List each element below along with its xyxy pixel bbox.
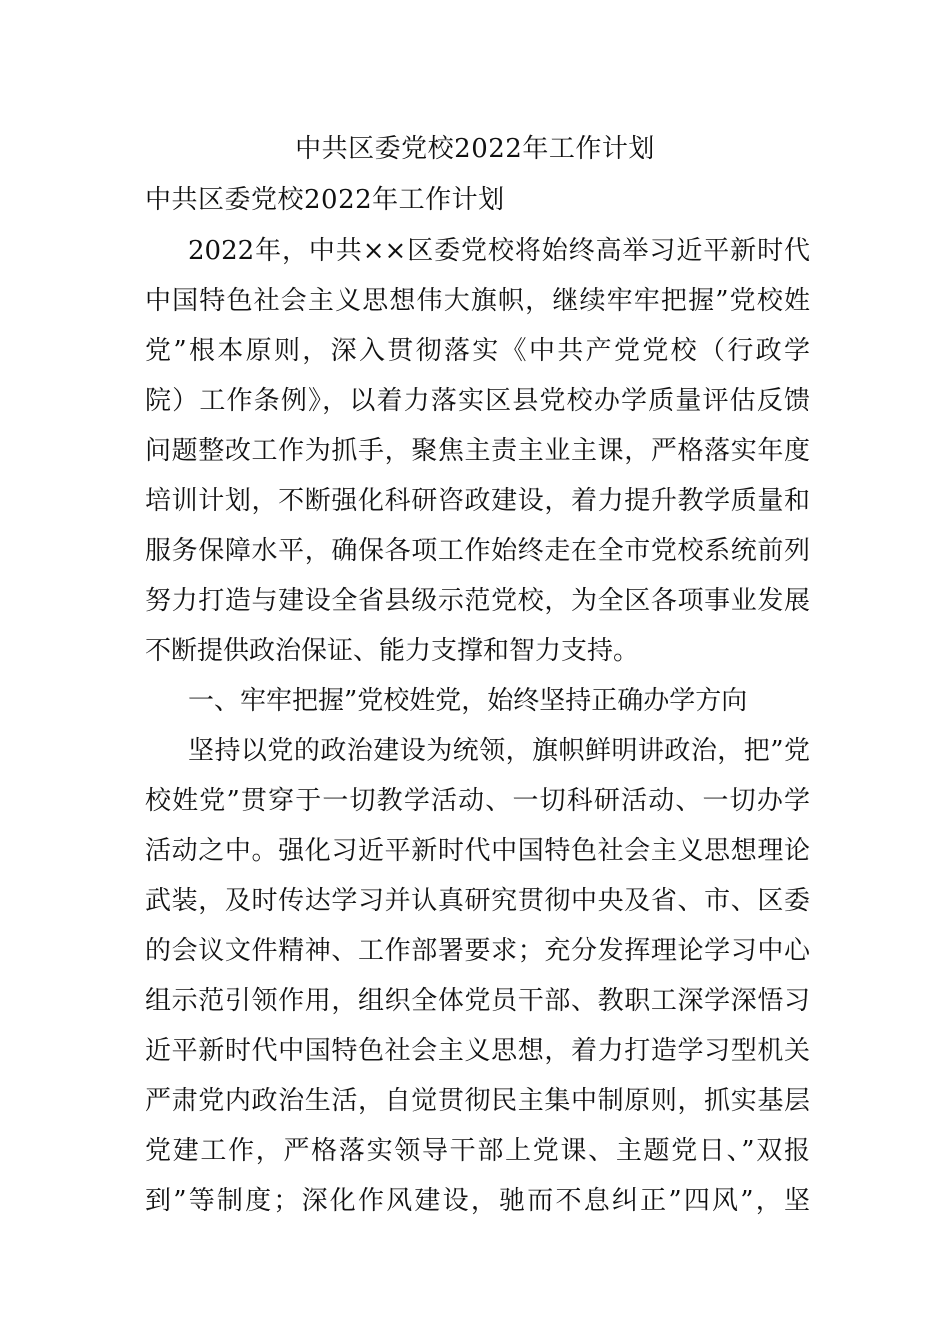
paragraph-line: 活动之中。强化习近平新时代中国特色社会主义思想理论 [145,836,810,866]
paragraph-line: 中国特色社会主义思想伟大旗帜，继续牢牢把握”党校姓 [145,286,810,316]
paragraph-line: 坚持以党的政治建设为统领，旗帜鲜明讲政治，把”党 [188,736,810,766]
paragraph-line: 武装，及时传达学习并认真研究贯彻中央及省、市、区委 [145,886,810,916]
paragraph-line: 校姓党”贯穿于一切教学活动、一切科研活动、一切办学 [145,786,810,816]
section-heading: 一、牢牢把握”党校姓党，始终坚持正确办学方向 [188,686,748,716]
paragraph-line: 的会议文件精神、工作部署要求；充分发挥理论学习中心 [145,936,810,966]
paragraph-line: 努力打造与建设全省县级示范党校，为全区各项事业发展 [145,586,810,616]
paragraph-line: 培训计划，不断强化科研咨政建设，着力提升教学质量和 [145,486,810,516]
document-subtitle: 中共区委党校2022年工作计划 [145,185,505,215]
paragraph-line: 问题整改工作为抓手，聚焦主责主业主课，严格落实年度 [145,436,810,466]
paragraph-line: 不断提供政治保证、能力支撑和智力支持。 [145,636,640,666]
paragraph-line: 服务保障水平，确保各项工作始终走在全市党校系统前列 [145,536,810,566]
paragraph-line: 到”等制度；深化作风建设，驰而不息纠正”四风”，坚 [145,1186,810,1216]
paragraph-line: 组示范引领作用，组织全体党员干部、教职工深学深悟习 [145,986,810,1016]
document-title: 中共区委党校2022年工作计划 [295,134,655,164]
paragraph-line: 2022年，中共××区委党校将始终高举习近平新时代 [188,236,810,266]
paragraph-line: 党建工作，严格落实领导干部上党课、主题党日、”双报 [145,1136,810,1166]
paragraph-line: 党”根本原则，深入贯彻落实《中共产党党校（行政学 [145,336,810,366]
paragraph-line: 严肃党内政治生活，自觉贯彻民主集中制原则，抓实基层 [145,1086,810,1116]
paragraph-line: 院）工作条例》，以着力落实区县党校办学质量评估反馈 [145,386,810,416]
paragraph-line: 近平新时代中国特色社会主义思想，着力打造学习型机关 [145,1036,810,1066]
